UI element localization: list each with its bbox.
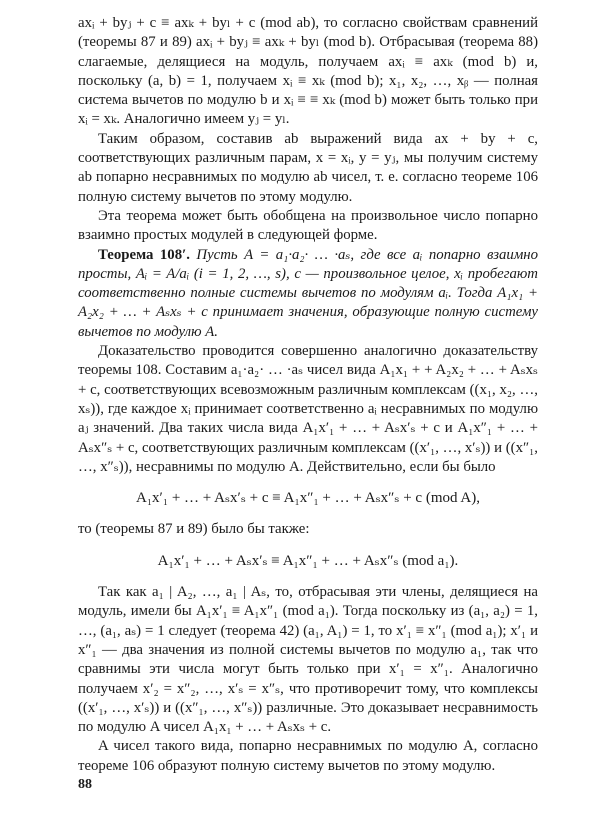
formula-congruence-mod-A: A₁x′₁ + … + Aₛx′ₛ + c ≡ A₁x″₁ + … + Aₛx″ₛ + c (mod A), xyxy=(136,490,480,507)
paragraph-divisibility: Так как a₁ | A₂, …, a₁ | Aₛ, то, отбрасывая эти члены, делящиеся на модуль, имели бы A₁x′₁ ≡ A₁x″₁ (mod a₁). Тогда поскольку из (a₁, a₂) = 1, …, (a₁, aₛ) = 1 следует (теорема 42) (a₁, A₁) = 1, то x′₁ ≡ x″₁ (mod a₁); x′₁ и x″₁ — два значения из полной системы вычетов по модулю a₁, так что сравнимы эти числа могут быть только при x′₁ = x″₁. Аналогично получаем x′₂ = x″₂, …, x′ₛ = x″ₛ, что противоречит тому, что комплексы ((x′₁, …, x′ₛ)) и ((x″₁, …, x″ₛ)) различные. Это доказывает несравнимость по модулю A чисел A₁x₁ + … + Aₛxₛ + c. xyxy=(78,584,538,736)
theorem-statement: Пусть A = a₁·a₂· … ·aₛ, где все aᵢ попарно взаимно просты, Aᵢ = A/aᵢ (i = 1, 2, …, s), c — произвольное целое, xᵢ пробегают соответственно полные системы вычетов по модулям aᵢ. Тогда A₁x₁ + A₂x₂ + … + Aₛxₛ + c принимает значения, образующие полную систему вычетов по модулю A. xyxy=(78,246,538,340)
paragraph-then: то (теоремы 87 и 89) было бы также: xyxy=(78,521,310,538)
page-number: 88 xyxy=(78,777,92,792)
theorem-title: Теорема 108′. xyxy=(98,246,190,263)
paragraph-construction: Таким образом, составив ab выражений вида ax + by + c, соответствующих различным парам, x = xᵢ, y = yⱼ, мы получим систему ab попарно несравнимых по модулю ab чисел, т. е. согласно теореме 106 полную систему вычетов по этому модулю. xyxy=(78,130,538,205)
paragraph-generalization: Эта теорема может быть обобщена на произвольное число попарно взаимно простых модулей в следующей форме. xyxy=(78,207,538,244)
paragraph-conclusion: A чисел такого вида, попарно несравнимых по модулю A, согласно теореме 106 образуют полную систему вычетов по этому модулю. xyxy=(78,738,538,774)
proof-paragraph: Доказательство проводится совершенно аналогично доказательству теоремы 108. Составим a₁·a₂· … ·aₛ чисел вида A₁x₁ + + A₂x₂ + … + Aₛxₛ + c, соответствующих всевозможным различным комплексам ((x₁, x₂, …, xₛ)), где каждое xᵢ принимает соответственно aᵢ несравнимых по модулю aⱼ значений. Два таких числа вида A₁x′₁ + … + Aₛx′ₛ + c и A₁x″₁ + … + Aₛx″ₛ + c, соответствующих различным комплексам ((x′₁, …, x′ₛ)) и ((x″₁, …, x″ₛ)), несравнимы по модулю A. Действительно, если бы было xyxy=(78,343,538,475)
formula-congruence-mod-a1: A₁x′₁ + … + Aₛx′ₛ ≡ A₁x″₁ + … + Aₛx″ₛ (mod a₁). xyxy=(157,552,459,569)
theorem-108-prime xyxy=(78,246,538,342)
paragraph-continuation: axᵢ + byⱼ + c ≡ axₖ + byₗ + c (mod ab), то согласно свойствам сравнений (теоремы 87 и 89) axᵢ + byⱼ ≡ axₖ + byₗ (mod b). Отбрасывая (теорема 88) слагаемые, делящиеся на модуль, получаем axᵢ ≡ axₖ (mod b) и, поскольку (a, b) = 1, получаем xᵢ ≡ xₖ (mod b); x₁, x₂, …, xᵦ — полная система вычетов по модулю b и xᵢ ≡ ≡ xₖ (mod b) может быть только при xᵢ = xₖ. Аналогично имеем yⱼ = yₗ. xyxy=(78,15,538,128)
